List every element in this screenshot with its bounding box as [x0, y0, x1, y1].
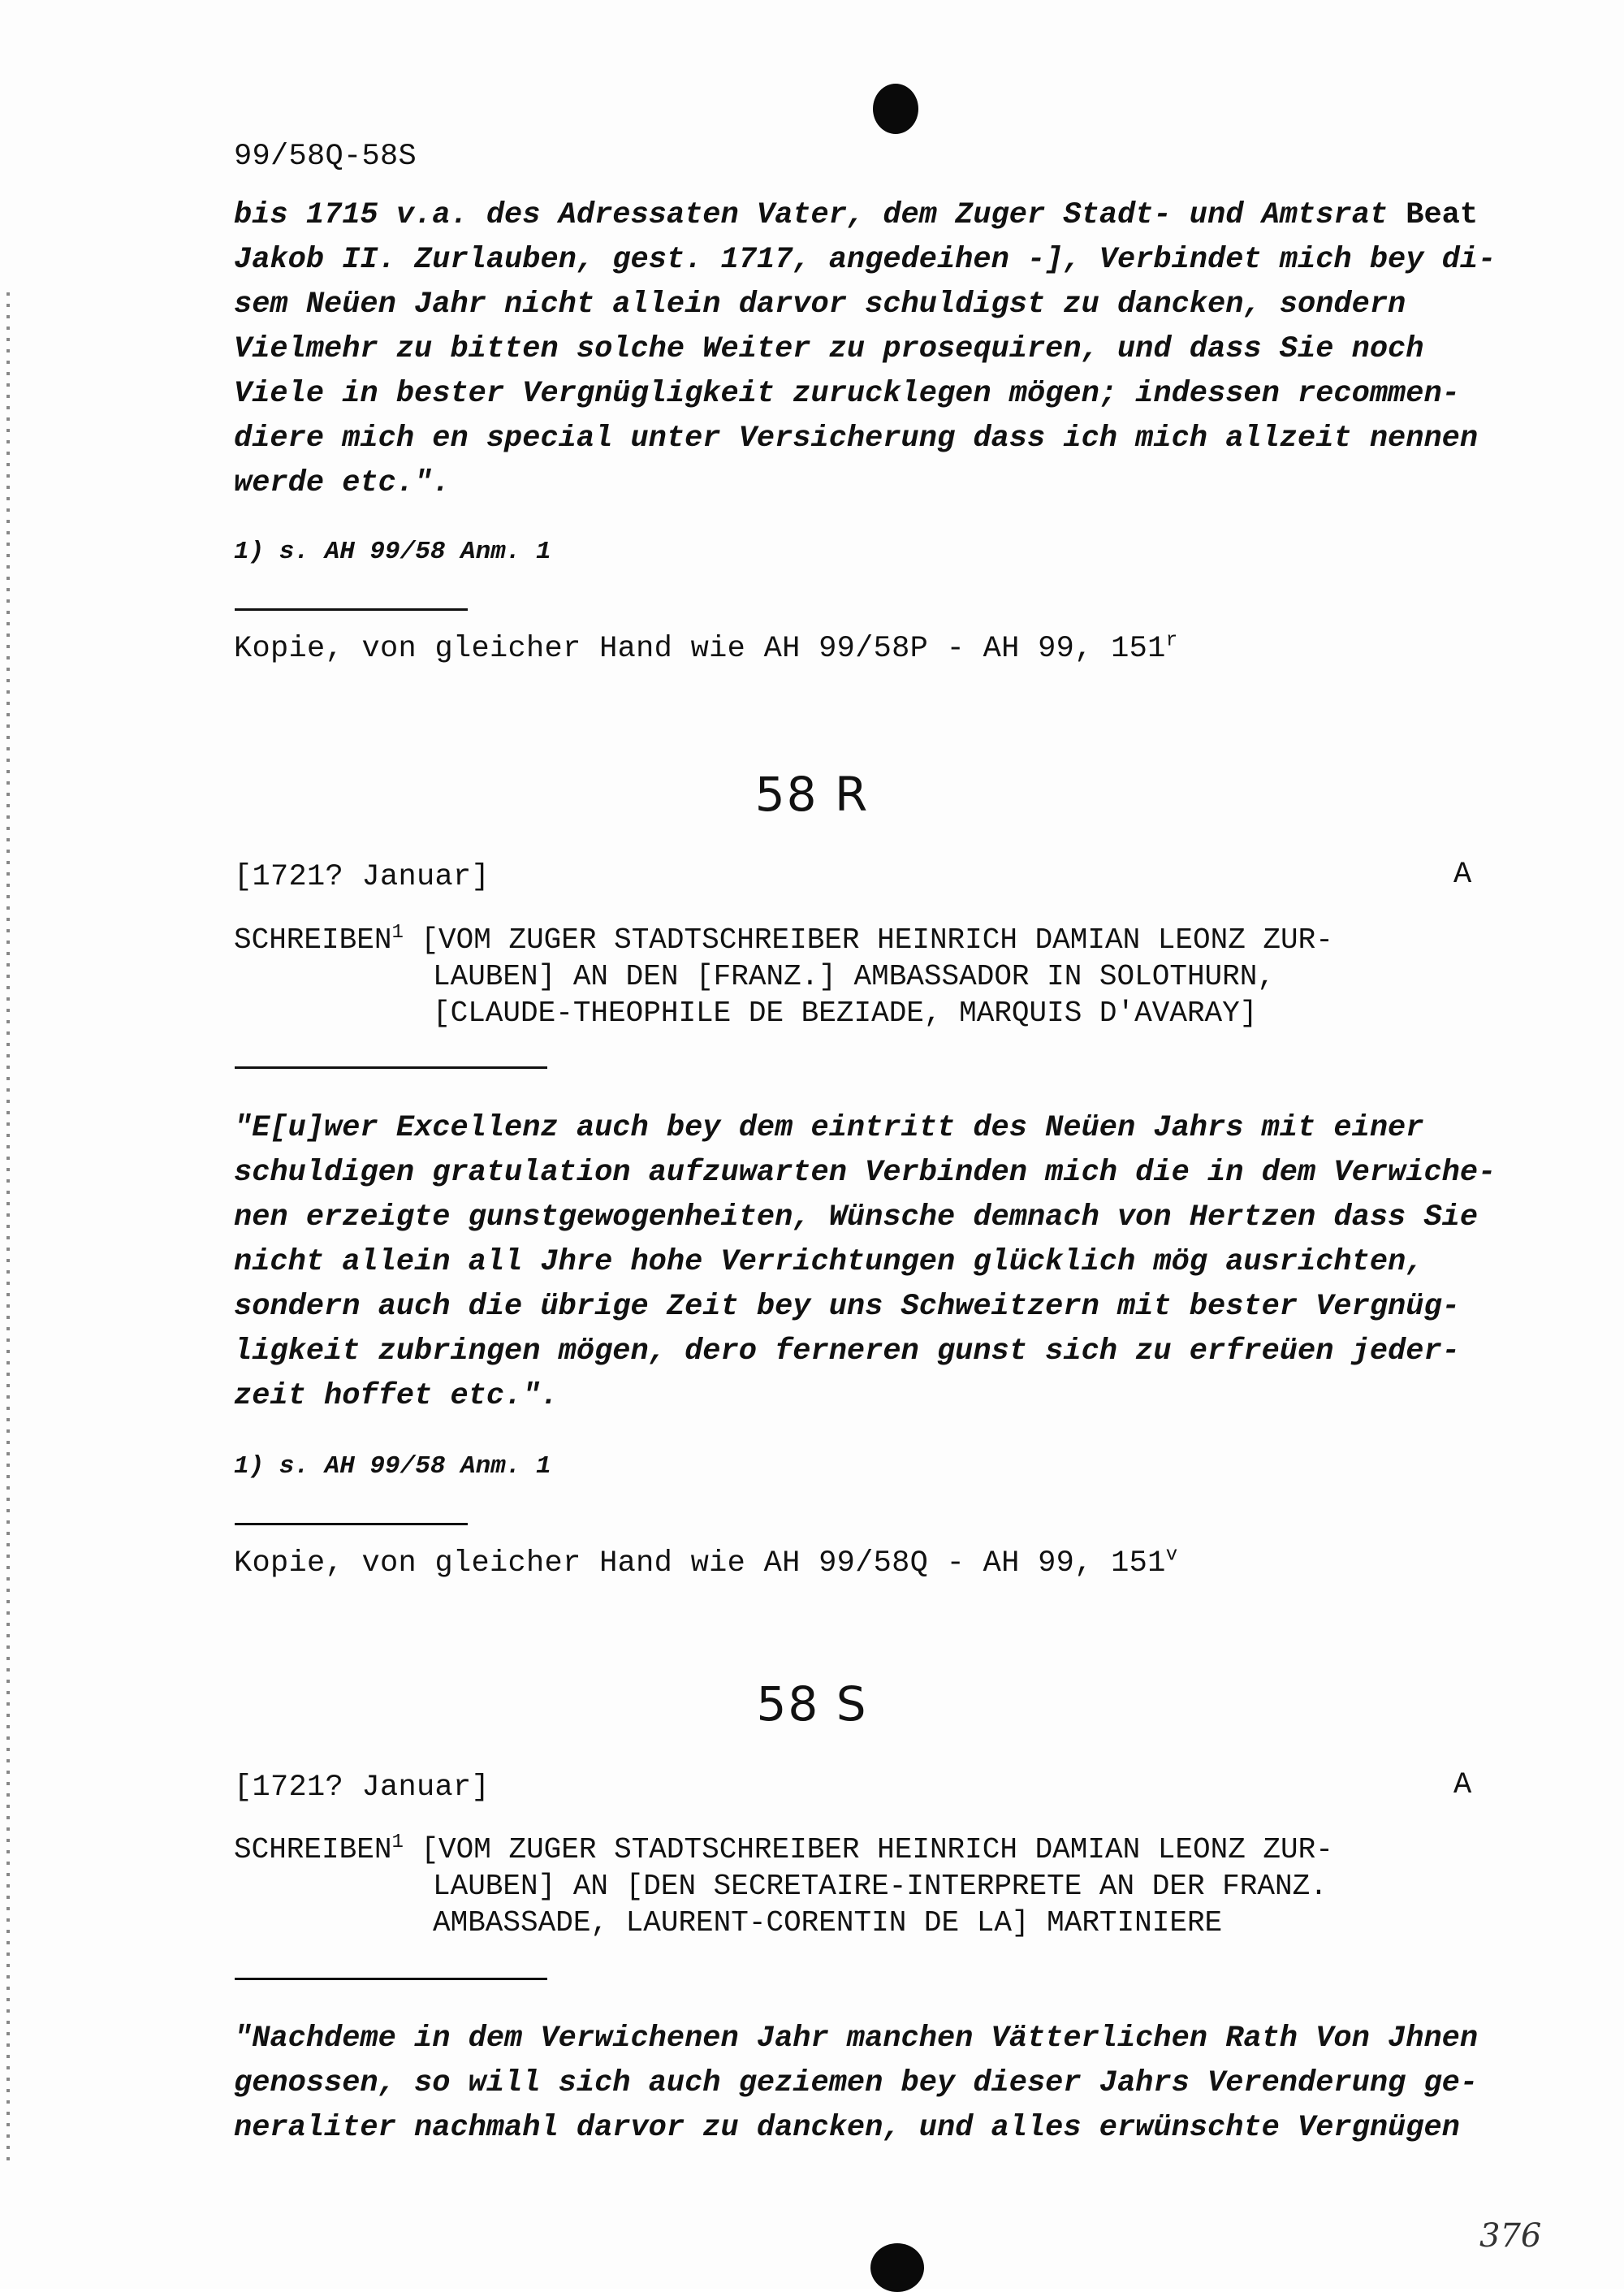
- text-line: Jakob II. Zurlauben, gest. 1717, angedeihen -], Verbindet mich bey di-: [234, 243, 1497, 277]
- title-line: SCHREIBEN$^1$ [VOM ZUGER STADTSCHREIBER HEINRICH DAMIAN LEONZ ZUR-: [234, 922, 1333, 957]
- entry-title: [234, 1831, 1476, 1941]
- punch-hole-bottom: [870, 2243, 924, 2292]
- continuation-text: [234, 193, 1497, 506]
- title-divider: [235, 1978, 547, 1980]
- source-sup: r: [1165, 629, 1178, 652]
- text-line: sondern auch die übrige Zeit bey uns Schweitzern mit bester Vergnüg-: [234, 1290, 1460, 1324]
- text-line: nicht allein all Jhre hohe Verrichtungen glücklich mög ausrichten,: [234, 1245, 1424, 1279]
- text-line: zeit hoffet etc.".: [234, 1379, 559, 1413]
- scan-edge-mark: [6, 292, 10, 2160]
- entry-type-mark: A: [1453, 858, 1472, 892]
- text-line: nen erzeigte gunstgewogenheiten, Wünsche demnach von Hertzen dass Sie: [234, 1200, 1479, 1235]
- footnote: [234, 1452, 1476, 1481]
- bold-name: Beat: [1406, 198, 1479, 232]
- footnote: [234, 538, 1476, 566]
- footnote-text: 1) s. AH 99/58 Anm. 1: [234, 538, 551, 566]
- entry-text: [234, 2017, 1479, 2151]
- title-line: [CLAUDE-THEOPHILE DE BEZIADE, MARQUIS D'AVARAY]: [433, 997, 1258, 1030]
- text-line: diere mich en special unter Versicherung dass ich mich allzeit nennen: [234, 422, 1479, 456]
- footnote-divider: [235, 608, 468, 611]
- title-line: SCHREIBEN$^1$ [VOM ZUGER STADTSCHREIBER HEINRICH DAMIAN LEONZ ZUR-: [234, 1831, 1333, 1866]
- text-line: "E[u]wer Excellenz auch bey dem eintritt des Neüen Jahrs mit einer: [234, 1111, 1424, 1145]
- page-ref-text: 99/58Q-58S: [234, 140, 417, 174]
- source-note: [234, 1542, 1476, 1586]
- entry-date: [234, 855, 1476, 900]
- date-text: [1721? Januar]: [234, 860, 490, 894]
- title-sup: 1: [391, 1831, 404, 1853]
- text-line: schuldigen gratulation aufzuwarten Verbinden mich die in dem Verwiche-: [234, 1156, 1497, 1190]
- entry-date: [234, 1766, 1476, 1810]
- entry-number: 58 R: [754, 767, 870, 822]
- footnote-divider: [235, 1523, 468, 1525]
- text-line: genossen, so will sich auch geziemen bey dieser Jahrs Verenderung ge-: [234, 2066, 1479, 2100]
- source-text: Kopie, von gleicher Hand wie AH 99/58P - AH 99, 151: [234, 632, 1166, 666]
- text-line: ligkeit zubringen mögen, dero ferneren gunst sich zu erfreüen jeder-: [234, 1334, 1460, 1369]
- title-line: LAUBEN] AN [DEN SECRETAIRE-INTERPRETE AN DER FRANZ.: [433, 1870, 1328, 1903]
- title-line: AMBASSADE, LAURENT-CORENTIN DE LA] MARTINIERE: [433, 1906, 1223, 1940]
- page-reference: [234, 135, 1476, 179]
- page-number: 376: [1479, 2217, 1542, 2255]
- entry-type-mark: A: [1453, 1768, 1472, 1802]
- text-line: neraliter nachmahl darvor zu dancken, und alles erwünschte Vergnügen: [234, 2111, 1460, 2145]
- entry-title: [234, 922, 1476, 1031]
- text-line: sem Neüen Jahr nicht allein darvor schuldigst zu dancken, sondern: [234, 288, 1406, 322]
- footnote-text: 1) s. AH 99/58 Anm. 1: [234, 1452, 551, 1481]
- title-line: LAUBEN] AN DEN [FRANZ.] AMBASSADOR IN SOLOTHURN,: [433, 960, 1275, 993]
- title-divider: [235, 1066, 547, 1069]
- text-line: werde etc.".: [234, 466, 451, 500]
- title-sup: 1: [391, 922, 404, 944]
- source-note: [234, 627, 1476, 672]
- punch-hole-top: [873, 84, 918, 134]
- source-text: Kopie, von gleicher Hand wie AH 99/58Q - AH 99, 151: [234, 1546, 1166, 1581]
- entry-text: [234, 1106, 1497, 1419]
- date-text: [1721? Januar]: [234, 1771, 490, 1805]
- text-line: "Nachdeme in dem Verwichenen Jahr manchen Vätterlichen Rath Von Jhnen: [234, 2022, 1479, 2056]
- text-line: Vielmehr zu bitten solche Weiter zu prosequiren, und dass Sie noch: [234, 332, 1424, 366]
- text-line: Viele in bester Vergnügligkeit zurucklegen mögen; indessen recommen-: [234, 377, 1460, 411]
- text-line: bis 1715 v.a. des Adressaten Vater, dem Zuger Stadt- und Amtsrat Beat: [234, 198, 1479, 232]
- entry-number: 58 S: [756, 1676, 868, 1732]
- source-sup: v: [1165, 1544, 1178, 1567]
